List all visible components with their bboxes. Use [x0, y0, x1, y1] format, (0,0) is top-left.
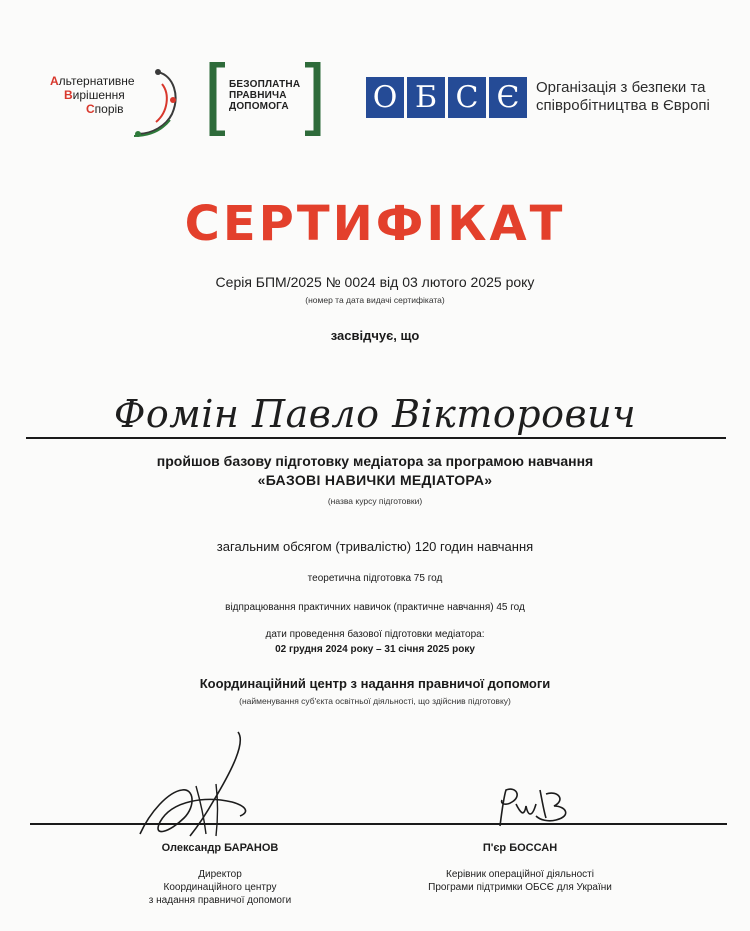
signatory-right-title-2: Програми підтримки ОБСЄ для України — [428, 882, 612, 893]
training-center-note: (найменування суб'єкта освітньої діяльності, що здійснив підготовку) — [239, 696, 511, 706]
adr-line-1: Альтернативне — [50, 74, 135, 88]
training-center-name: Координаційний центр з надання правничої допомоги — [199, 676, 551, 691]
signatory-right-name: П'єр БОССАН — [482, 842, 558, 854]
signatory-left-title-1: Директор — [198, 869, 242, 880]
osce-letter-2: Б — [407, 77, 445, 118]
theory-hours: теоретична підготовка 75 год — [307, 573, 443, 584]
passed-text: пройшов базову підготовку медіатора за програмою навчання — [156, 453, 594, 469]
training-volume: загальним обсягом (тривалістю) 120 годин навчання — [216, 539, 534, 554]
bpd-line-2: ПРАВНИЧА — [229, 90, 287, 101]
recipient-name: Фомін Павло Вікторович — [113, 392, 637, 436]
signatory-left-name: Олександр БАРАНОВ — [161, 842, 279, 854]
certifies-text: засвідчує, що — [330, 328, 420, 343]
signature-line — [30, 823, 727, 825]
osce-name-line-2: співробітництва в Європі — [536, 97, 710, 114]
series-number: Серія БПМ/2025 № 0024 від 03 лютого 2025 року — [215, 274, 535, 290]
osce-letter-1: О — [366, 77, 404, 118]
osce-letter-4: Є — [489, 77, 527, 118]
course-note: (назва курсу підготовки) — [327, 496, 423, 506]
signatory-right — [400, 842, 640, 894]
signatory-left-title-3: з надання правничої допомоги — [148, 895, 292, 906]
osce-letter-3: С — [448, 77, 486, 118]
signatory-left — [120, 842, 320, 907]
certificate-title: СЕРТИФІКАТ — [184, 196, 566, 252]
osce-name-line-1: Організація з безпеки та — [536, 79, 706, 96]
signatory-left-title-2: Координаційного центру — [163, 882, 277, 893]
practice-hours: відпрацювання практичних навичок (практичне навчання) 45 год — [225, 602, 525, 613]
signatory-right-title-1: Керівник операційної діяльності — [446, 869, 594, 880]
series-note: (номер та дата видачі сертифіката) — [305, 295, 445, 305]
bpd-line-3: ДОПОМОГА — [229, 101, 289, 112]
dates-label: дати проведення базової підготовки медіатора: — [265, 629, 485, 640]
bpd-line-1: БЕЗОПЛАТНА — [229, 79, 301, 90]
adr-line-2: Вирішення — [64, 88, 125, 102]
adr-line-3: Спорів — [86, 102, 124, 116]
training-dates: 02 грудня 2024 року – 31 січня 2025 року — [275, 644, 475, 655]
course-name: «БАЗОВІ НАВИЧКИ МЕДІАТОРА» — [257, 472, 493, 488]
